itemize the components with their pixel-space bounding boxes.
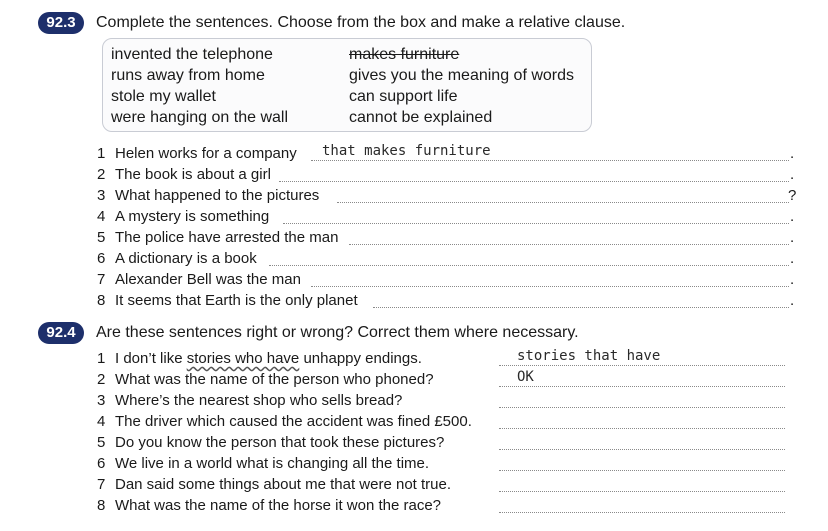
end-punctuation: .	[790, 145, 795, 162]
item-number: 5	[97, 229, 106, 246]
item-text: The police have arrested the man	[115, 229, 339, 246]
item-text: What happened to the pictures	[115, 187, 320, 204]
item-number: 2	[97, 166, 106, 183]
answer-line[interactable]	[349, 244, 789, 245]
end-punctuation: .	[790, 208, 795, 225]
item-text: Where’s the nearest shop who sells bread?	[115, 392, 403, 409]
item-number: 6	[97, 455, 106, 472]
item-text: Dan said some things about me that were not true.	[115, 476, 452, 493]
exercise-item	[97, 390, 797, 411]
item-text: What was the name of the horse it won the race?	[115, 497, 442, 514]
item-number: 1	[97, 145, 106, 162]
item-number: 3	[97, 392, 106, 409]
word-box-item: invented the telephone	[111, 46, 273, 63]
item-text	[115, 348, 422, 369]
item-text: We live in a world what is changing all the time.	[115, 455, 430, 472]
answer-line[interactable]	[499, 407, 785, 408]
exercise-item	[97, 290, 797, 311]
exercise-item	[97, 269, 797, 290]
item-number: 3	[97, 187, 106, 204]
exercise-item	[97, 474, 797, 495]
item-text: Do you know the person that took these pictures?	[115, 434, 445, 451]
exercise-instruction: Are these sentences right or wrong? Correct them where necessary.	[96, 324, 579, 341]
word-box-item: were hanging on the wall	[111, 109, 289, 126]
item-number: 5	[97, 434, 106, 451]
word-box-item: can support life	[349, 88, 458, 105]
end-punctuation: .	[790, 292, 795, 309]
exercise-item	[97, 432, 797, 453]
item-number: 4	[97, 208, 106, 225]
exercise-item	[97, 453, 797, 474]
end-punctuation: .	[790, 271, 795, 288]
exercise-number-badge: 92.4	[38, 322, 84, 344]
exercise-item	[97, 227, 797, 248]
item-number: 8	[97, 292, 106, 309]
answer-line[interactable]	[499, 449, 785, 450]
answer-line[interactable]	[283, 223, 789, 224]
exercise-item	[97, 495, 797, 516]
answer-line[interactable]	[499, 470, 785, 471]
item-text-end: unhappy endings.	[299, 350, 422, 367]
end-punctuation: .	[790, 250, 795, 267]
end-punctuation: .	[790, 166, 795, 183]
handwritten-answer: stories that have	[517, 348, 661, 364]
item-text: A dictionary is a book	[115, 250, 257, 267]
end-punctuation: .	[790, 229, 795, 246]
underlined-phrase: stories who have	[186, 350, 300, 367]
item-text-start: I don’t like	[115, 350, 187, 367]
item-number: 2	[97, 371, 106, 388]
item-text: The book is about a girl	[115, 166, 271, 183]
handwritten-answer: that makes furniture	[322, 143, 491, 159]
item-number: 7	[97, 271, 106, 288]
exercise-item	[97, 164, 797, 185]
item-text: Alexander Bell was the man	[115, 271, 301, 288]
answer-line[interactable]	[269, 265, 789, 266]
item-text: A mystery is something	[115, 208, 270, 225]
item-text: What was the name of the person who phoned?	[115, 371, 434, 388]
item-number: 1	[97, 350, 106, 367]
exercise-item	[97, 185, 797, 206]
answer-line[interactable]	[279, 181, 789, 182]
exercise-number-badge: 92.3	[38, 12, 84, 34]
answer-line[interactable]	[499, 491, 785, 492]
item-number: 8	[97, 497, 106, 514]
item-text: The driver which caused the accident was fined £500.	[115, 413, 472, 430]
exercise-item	[97, 206, 797, 227]
word-box-item-used: makes furniture	[349, 46, 460, 63]
item-number: 7	[97, 476, 106, 493]
exercise-item	[97, 348, 797, 369]
word-box	[102, 38, 592, 132]
item-text: It seems that Earth is the only planet	[115, 292, 358, 309]
word-box-item: runs away from home	[111, 67, 265, 84]
exercise-item	[97, 143, 797, 164]
answer-line[interactable]	[311, 160, 789, 161]
answer-line[interactable]	[499, 386, 785, 387]
answer-line[interactable]	[499, 512, 785, 513]
answer-line[interactable]	[499, 365, 785, 366]
answer-line[interactable]	[499, 428, 785, 429]
item-number: 6	[97, 250, 106, 267]
answer-line[interactable]	[373, 307, 789, 308]
item-number: 4	[97, 413, 106, 430]
exercise-item	[97, 411, 797, 432]
word-box-item: stole my wallet	[111, 88, 216, 105]
handwritten-answer: OK	[517, 369, 534, 385]
exercise-item	[97, 248, 797, 269]
answer-line[interactable]	[337, 202, 789, 203]
item-text: Helen works for a company	[115, 145, 297, 162]
end-punctuation: ?	[788, 187, 797, 204]
exercise-instruction: Complete the sentences. Choose from the box and make a relative clause.	[96, 14, 626, 31]
answer-line[interactable]	[311, 286, 789, 287]
exercise-item	[97, 369, 797, 390]
word-box-item: gives you the meaning of words	[349, 67, 575, 84]
word-box-item: cannot be explained	[349, 109, 493, 126]
